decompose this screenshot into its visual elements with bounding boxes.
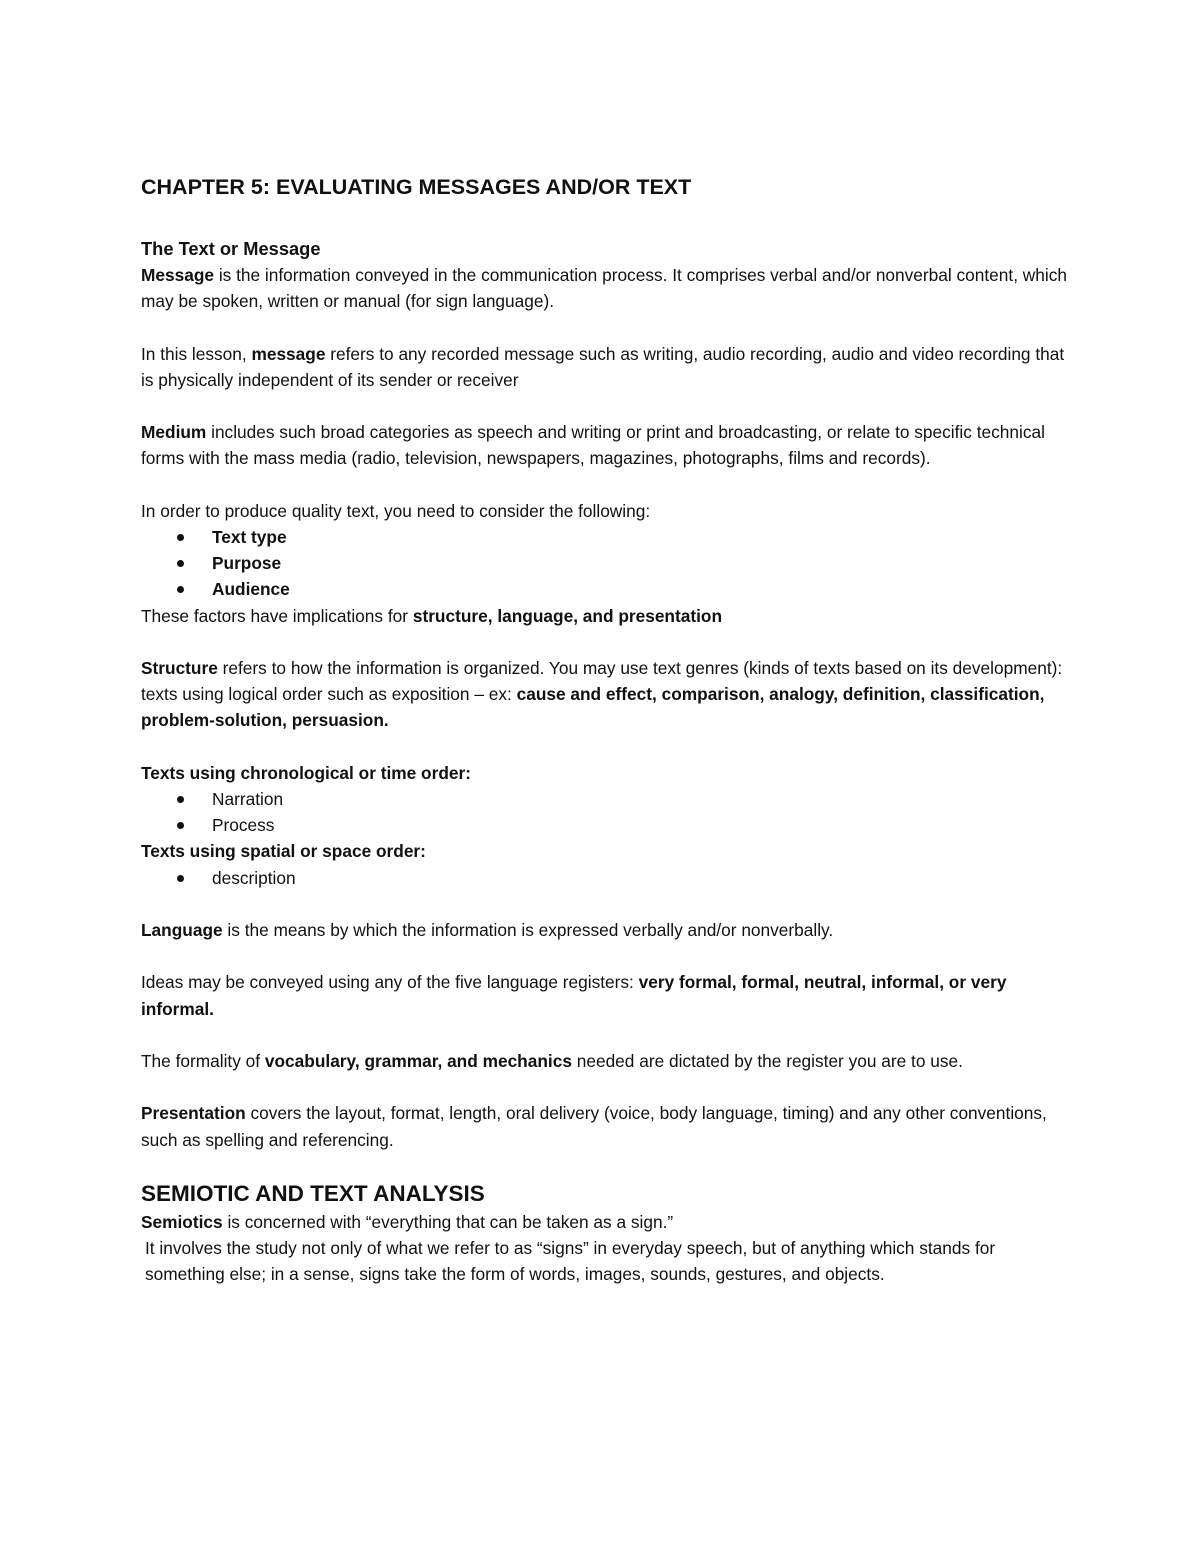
paragraph-language-registers: Ideas may be conveyed using any of the five language registers: very formal, formal, neutral, informal, or very informal. — [141, 972, 1007, 1019]
paragraph-presentation-definition: Presentation covers the layout, format, length, oral delivery (voice, body language, timing) and any other conventions, such as spelling and referencing. — [141, 1103, 1047, 1150]
heading-chronological-order: Texts using chronological or time order: — [141, 762, 471, 783]
paragraph-factors-implications: These factors have implications for structure, language, and presentation — [141, 605, 723, 626]
section-heading-text-or-message: The Text or Message — [141, 238, 321, 259]
paragraph-language-definition: Language is the means by which the information is expressed verbally and/or nonverbally. — [141, 919, 834, 940]
list-item: Purpose — [141, 550, 1071, 576]
paragraph-formality: The formality of vocabulary, grammar, and mechanics needed are dictated by the register you are to use. — [141, 1050, 963, 1071]
chapter-title: CHAPTER 5: EVALUATING MESSAGES AND/OR TEXT — [141, 175, 692, 199]
paragraph-semiotics-definition: Semiotics is concerned with “everything that can be taken as a sign.” — [141, 1211, 674, 1232]
list-item: Text type — [141, 524, 1071, 550]
list-item: description — [141, 865, 1071, 891]
spatial-list — [141, 865, 1071, 891]
paragraph-medium-definition: Medium includes such broad categories as speech and writing or print and broadcasting, or relate to specific technical forms with the mass media (radio, television, newspapers, magazines, photographs, films and records). — [141, 422, 1045, 469]
section-heading-semiotic: SEMIOTIC AND TEXT ANALYSIS — [141, 1180, 485, 1206]
chronological-list — [141, 786, 1071, 838]
list-item: Narration — [141, 786, 1071, 812]
bullet-icon — [177, 796, 184, 803]
paragraph-structure-definition: Structure refers to how the information is organized. You may use text genres (kinds of texts based on its development): texts using logical order such as exposition – ex: cause and effect, comparison, analogy, definition, classification, problem-solution, persuasion. — [141, 657, 1063, 731]
paragraph-quality-text-intro: In order to produce quality text, you need to consider the following: — [141, 500, 651, 521]
paragraph-semiotics-involves: It involves the study not only of what we refer to as “signs” in everyday speech, but of anything which stands for something else; in a sense, signs take the form of words, images, sounds, gestures, and objects. — [145, 1238, 996, 1285]
document-body — [141, 172, 1071, 1288]
bullet-icon — [177, 560, 184, 567]
heading-spatial-order: Texts using spatial or space order: — [141, 841, 426, 862]
list-item: Audience — [141, 576, 1071, 602]
bullet-icon — [177, 586, 184, 593]
paragraph-message-definition: Message is the information conveyed in the communication process. It comprises verbal and/or nonverbal content, which may be spoken, written or manual (for sign language). — [141, 265, 1067, 312]
bullet-icon — [177, 875, 184, 882]
factors-list — [141, 524, 1071, 603]
bullet-icon — [177, 534, 184, 541]
bullet-icon — [177, 822, 184, 829]
paragraph-lesson-message: In this lesson, message refers to any recorded message such as writing, audio recording, audio and video recording that is physically independent of its sender or receiver — [141, 343, 1065, 390]
list-item: Process — [141, 812, 1071, 838]
